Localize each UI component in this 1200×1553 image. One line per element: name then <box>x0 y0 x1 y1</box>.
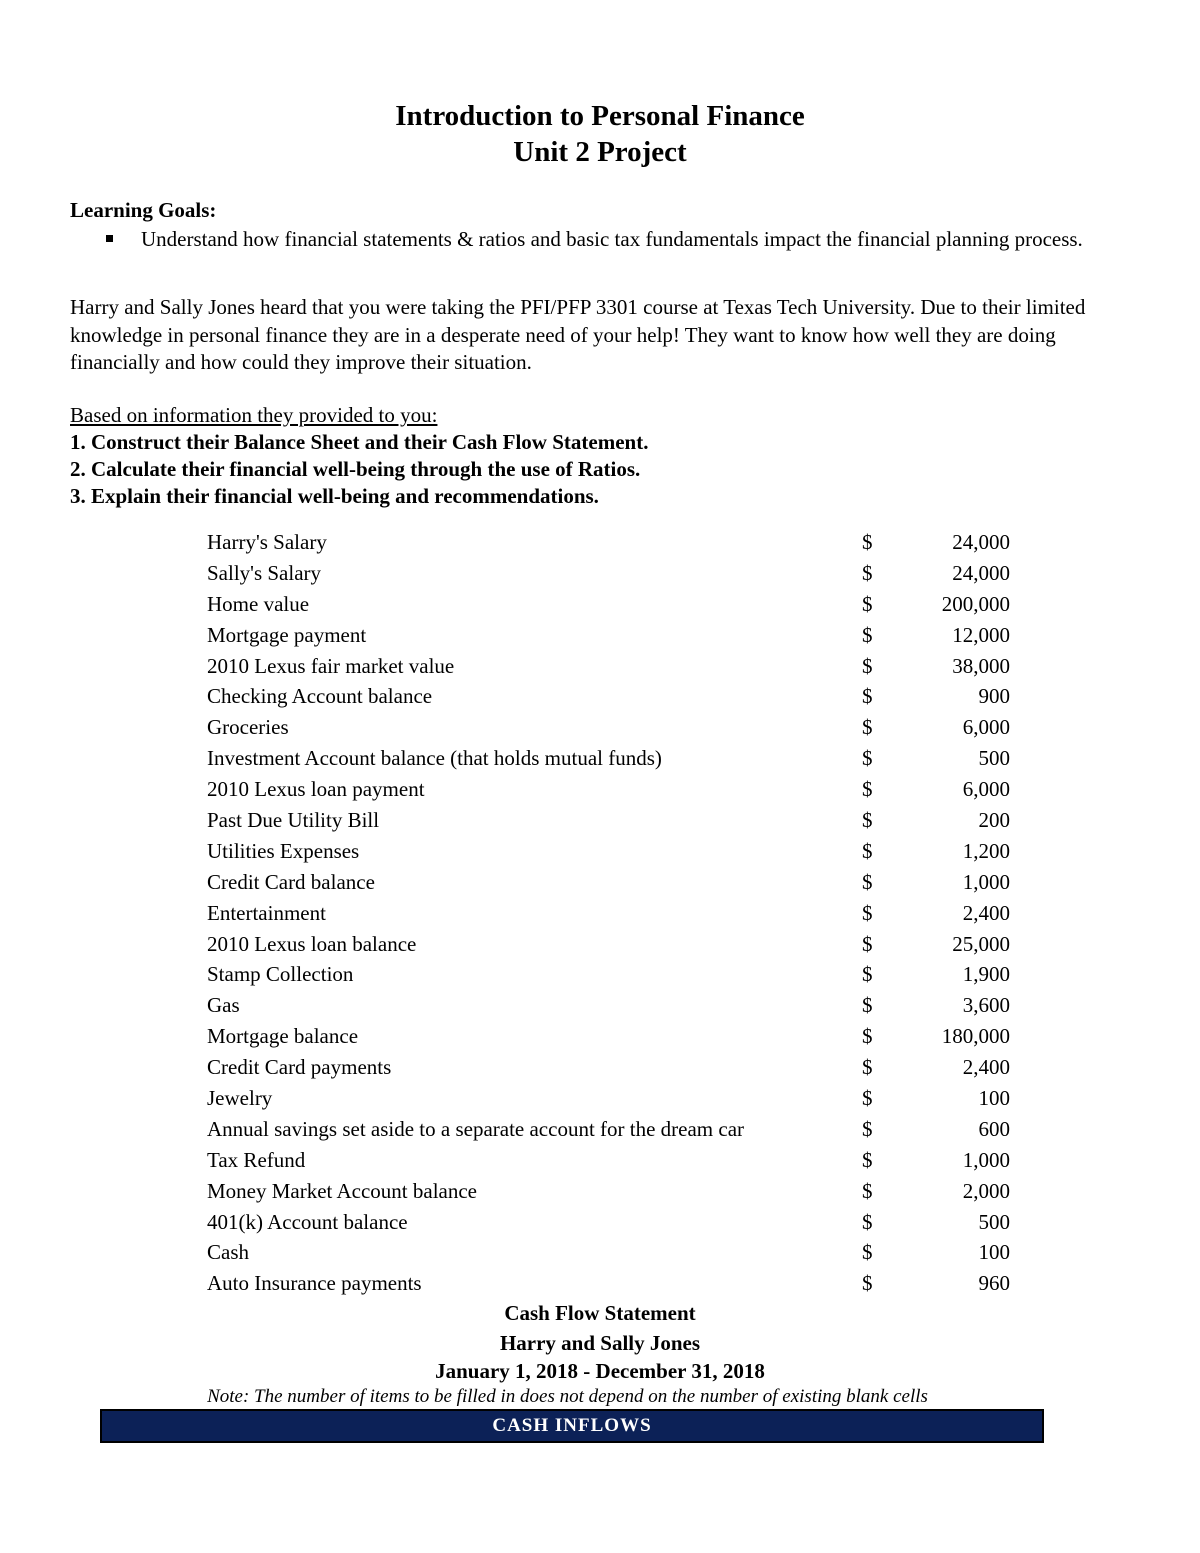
item-amount: 6,000 <box>962 777 1010 802</box>
item-label: Home value <box>207 591 310 616</box>
list-item <box>0 744 1200 775</box>
task-2: 2. Calculate their financial well-being through the use of Ratios. <box>70 457 641 481</box>
list-item <box>0 806 1200 837</box>
item-label: Mortgage payment <box>207 622 367 647</box>
currency-symbol: $ <box>862 622 873 647</box>
item-label: Checking Account balance <box>207 684 433 709</box>
item-amount: 38,000 <box>952 653 1010 678</box>
item-label: Stamp Collection <box>207 962 354 987</box>
item-amount: 2,000 <box>962 1178 1010 1203</box>
item-amount: 200 <box>978 808 1010 833</box>
currency-symbol: $ <box>862 869 873 894</box>
currency-symbol: $ <box>862 838 873 863</box>
item-amount: 960 <box>978 1271 1010 1296</box>
currency-symbol: $ <box>862 900 873 925</box>
item-amount: 1,000 <box>962 869 1010 894</box>
item-amount: 1,000 <box>962 1147 1010 1172</box>
item-amount: 180,000 <box>941 1024 1010 1049</box>
currency-symbol: $ <box>862 1024 873 1049</box>
currency-symbol: $ <box>862 1116 873 1141</box>
currency-symbol: $ <box>862 1271 873 1296</box>
item-label: Entertainment <box>207 900 326 925</box>
item-amount: 500 <box>978 746 1010 771</box>
learning-goal-text: Understand how financial statements & ratios and basic tax fundamentals impact the financial planning process. <box>141 227 1083 251</box>
item-amount: 200,000 <box>941 591 1010 616</box>
list-item <box>0 868 1200 899</box>
currency-symbol: $ <box>862 993 873 1018</box>
currency-symbol: $ <box>862 931 873 956</box>
item-label: Sally's Salary <box>207 560 322 585</box>
list-item <box>0 1208 1200 1239</box>
currency-symbol: $ <box>862 1147 873 1172</box>
item-label: Past Due Utility Bill <box>207 808 380 833</box>
currency-symbol: $ <box>862 591 873 616</box>
item-label: Mortgage balance <box>207 1024 359 1049</box>
item-label: Utilities Expenses <box>207 838 360 863</box>
item-amount: 3,600 <box>962 993 1010 1018</box>
document-subtitle: Unit 2 Project <box>513 136 687 168</box>
item-amount: 12,000 <box>952 622 1010 647</box>
task-1: 1. Construct their Balance Sheet and their Cash Flow Statement. <box>70 430 649 454</box>
item-amount: 900 <box>978 684 1010 709</box>
item-amount: 24,000 <box>952 530 1010 554</box>
item-label: Gas <box>207 993 240 1018</box>
item-label: Annual savings set aside to a separate account for the dream car <box>207 1116 745 1141</box>
currency-symbol: $ <box>862 746 873 771</box>
list-item <box>0 590 1200 621</box>
list-item <box>0 930 1200 961</box>
square-bullet-icon <box>106 235 113 242</box>
document-title: Introduction to Personal Finance <box>395 100 805 132</box>
currency-symbol: $ <box>862 962 873 987</box>
cash-inflows-header: CASH INFLOWS <box>100 1409 1044 1443</box>
list-item <box>0 713 1200 744</box>
list-item <box>0 1115 1200 1146</box>
currency-symbol: $ <box>862 1055 873 1080</box>
item-label: Tax Refund <box>207 1147 306 1172</box>
list-item <box>0 1053 1200 1084</box>
currency-symbol: $ <box>862 530 873 554</box>
list-item <box>0 1084 1200 1115</box>
currency-symbol: $ <box>862 560 873 585</box>
item-amount: 1,200 <box>962 838 1010 863</box>
item-label: Groceries <box>207 715 289 740</box>
list-item <box>0 1177 1200 1208</box>
item-label: 2010 Lexus fair market value <box>207 653 455 678</box>
currency-symbol: $ <box>862 653 873 678</box>
item-label: Jewelry <box>207 1086 273 1111</box>
list-item <box>0 621 1200 652</box>
item-amount: 24,000 <box>952 560 1010 585</box>
list-item <box>0 837 1200 868</box>
item-amount: 600 <box>978 1116 1010 1141</box>
list-item <box>0 559 1200 590</box>
list-item <box>0 1238 1200 1269</box>
instructions-lead: Based on information they provided to you: <box>70 403 438 427</box>
item-label: 2010 Lexus loan payment <box>207 777 425 802</box>
currency-symbol: $ <box>862 1086 873 1111</box>
item-label: Credit Card balance <box>207 869 375 894</box>
currency-symbol: $ <box>862 1178 873 1203</box>
cash-flow-title: Cash Flow Statement <box>504 1301 696 1325</box>
item-label: 401(k) Account balance <box>207 1209 408 1234</box>
currency-symbol: $ <box>862 684 873 709</box>
list-item <box>0 775 1200 806</box>
list-item <box>0 899 1200 930</box>
learning-goals-heading: Learning Goals: <box>70 198 217 222</box>
currency-symbol: $ <box>862 808 873 833</box>
item-amount: 6,000 <box>962 715 1010 740</box>
list-item <box>0 960 1200 991</box>
item-label: Auto Insurance payments <box>207 1271 422 1296</box>
item-amount: 100 <box>978 1086 1010 1111</box>
item-label: Harry's Salary <box>207 530 327 554</box>
list-item <box>0 1146 1200 1177</box>
task-3: 3. Explain their financial well-being and recommendations. <box>70 484 599 508</box>
list-item <box>0 991 1200 1022</box>
item-amount: 2,400 <box>962 900 1010 925</box>
currency-symbol: $ <box>862 1240 873 1265</box>
item-amount: 25,000 <box>952 931 1010 956</box>
cash-flow-names: Harry and Sally Jones <box>499 1331 701 1355</box>
list-item <box>0 528 1200 559</box>
currency-symbol: $ <box>862 715 873 740</box>
item-amount: 2,400 <box>962 1055 1010 1080</box>
currency-symbol: $ <box>862 777 873 802</box>
item-label: Investment Account balance (that holds mutual funds) <box>207 746 662 771</box>
cash-flow-note: Note: The number of items to be filled in does not depend on the number of existing blank cells <box>207 1386 928 1407</box>
list-item <box>0 1022 1200 1053</box>
cash-flow-period: January 1, 2018 - December 31, 2018 <box>435 1359 765 1383</box>
list-item <box>0 682 1200 713</box>
list-item <box>0 1269 1200 1300</box>
item-amount: 500 <box>978 1209 1010 1234</box>
item-label: Cash <box>207 1240 249 1265</box>
item-label: Money Market Account balance <box>207 1178 477 1203</box>
currency-symbol: $ <box>862 1209 873 1234</box>
intro-paragraph: Harry and Sally Jones heard that you were taking the PFI/PFP 3301 course at Texas Tech University. Due to their limited knowledge in personal finance they are in a desperate need of your help! They want to know how well they are doing financially and how could they improve their situation. <box>70 295 1086 374</box>
item-amount: 1,900 <box>962 962 1010 987</box>
item-label: Credit Card payments <box>207 1055 392 1080</box>
list-item <box>0 652 1200 683</box>
item-label: 2010 Lexus loan balance <box>207 931 417 956</box>
item-amount: 100 <box>978 1240 1010 1265</box>
financial-items-list <box>0 528 1200 1300</box>
